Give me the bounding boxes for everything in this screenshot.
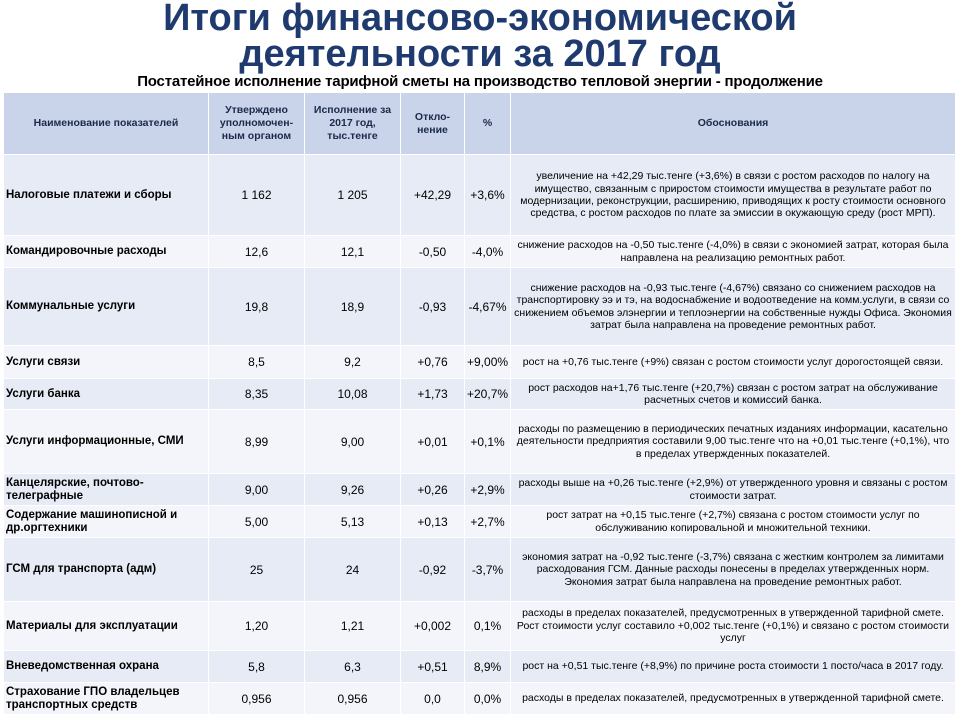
- row-approved: 25: [209, 538, 305, 602]
- row-approved: 19,8: [209, 268, 305, 346]
- row-name: Командировочные расходы: [4, 236, 209, 268]
- table-header-row: [4, 93, 956, 155]
- row-percent: 0,1%: [465, 602, 511, 651]
- header-justification: Обоснования: [511, 93, 956, 155]
- table-row: [4, 538, 956, 602]
- row-execution: 24: [305, 538, 401, 602]
- row-justification: рост затрат на +0,15 тыс.тенге (+2,7%) связана с ростом стоимости услуг по обслуживанию копировальной и множительной техники.: [511, 506, 956, 538]
- row-deviation: +0,26: [401, 474, 465, 506]
- row-percent: 8,9%: [465, 651, 511, 683]
- row-name: Страхование ГПО владельцев транспортных средств: [4, 683, 209, 715]
- row-approved: 8,99: [209, 410, 305, 474]
- row-name: Канцелярские, почтово-телеграфные: [4, 474, 209, 506]
- row-approved: 9,00: [209, 474, 305, 506]
- header-percent: %: [465, 93, 511, 155]
- row-name: Услуги информационные, СМИ: [4, 410, 209, 474]
- row-execution: 12,1: [305, 236, 401, 268]
- table-row: [4, 474, 956, 506]
- header-name: Наименование показателей: [4, 93, 209, 155]
- table-row: [4, 683, 956, 715]
- row-justification: снижение расходов на -0,93 тыс.тенге (-4,67%) связано со снижением расходов на транспортировку ээ и тэ, на водоснабжение и водоотведение на комм.услуги, в связи со снижением объемов элэнергии и теплоэнергии на собственные нужды Офиса. Экономия затрат была направлена на проведение ремонтных работ.: [511, 268, 956, 346]
- row-justification: снижение расходов на -0,50 тыс.тенге (-4,0%) в связи с экономией затрат, которая была направлена на реализацию ремонтных работ.: [511, 236, 956, 268]
- row-approved: 1 162: [209, 155, 305, 236]
- row-execution: 5,13: [305, 506, 401, 538]
- row-deviation: 0,0: [401, 683, 465, 715]
- row-percent: +2,9%: [465, 474, 511, 506]
- row-execution: 9,2: [305, 346, 401, 379]
- row-deviation: -0,50: [401, 236, 465, 268]
- table-row: [4, 379, 956, 410]
- row-justification: рост на +0,51 тыс.тенге (+8,9%) по причине роста стоимости 1 посто/часа в 2017 году.: [511, 651, 956, 683]
- page-title-line-2: деятельности за 2017 год: [239, 33, 721, 75]
- row-execution: 1 205: [305, 155, 401, 236]
- row-justification: рост на +0,76 тыс.тенге (+9%) связан с ростом стоимости услуг дорогостоящей связи.: [511, 346, 956, 379]
- row-execution: 0,956: [305, 683, 401, 715]
- row-name: ГСМ для транспорта (адм): [4, 538, 209, 602]
- row-execution: 6,3: [305, 651, 401, 683]
- row-approved: 12,6: [209, 236, 305, 268]
- table-row: [4, 602, 956, 651]
- row-deviation: +0,002: [401, 602, 465, 651]
- row-approved: 1,20: [209, 602, 305, 651]
- row-name: Услуги банка: [4, 379, 209, 410]
- page-title: [0, 0, 960, 75]
- row-deviation: +0,13: [401, 506, 465, 538]
- row-approved: 8,35: [209, 379, 305, 410]
- row-percent: +20,7%: [465, 379, 511, 410]
- row-approved: 5,8: [209, 651, 305, 683]
- row-percent: 0,0%: [465, 683, 511, 715]
- row-percent: -3,7%: [465, 538, 511, 602]
- row-percent: +2,7%: [465, 506, 511, 538]
- row-name: Налоговые платежи и сборы: [4, 155, 209, 236]
- row-approved: 8,5: [209, 346, 305, 379]
- row-percent: -4,0%: [465, 236, 511, 268]
- row-execution: 9,00: [305, 410, 401, 474]
- row-deviation: -0,93: [401, 268, 465, 346]
- table-row: [4, 155, 956, 236]
- row-deviation: -0,92: [401, 538, 465, 602]
- row-name: Вневедомственная охрана: [4, 651, 209, 683]
- row-approved: 5,00: [209, 506, 305, 538]
- table-row: [4, 268, 956, 346]
- row-justification: расходы по размещению в периодических печатных изданиях информации, касательно деятельности предприятия составили 9,00 тыс.тенге что на +0,01 тыс.тенге (+0,1%), что в пределах утвержденных показателей.: [511, 410, 956, 474]
- row-name: Содержание машинописной и др.оргтехники: [4, 506, 209, 538]
- row-justification: экономия затрат на -0,92 тыс.тенге (-3,7%) связана с жестким контролем за лимитами расходования ГСМ. Данные расходы понесены в пределах утвержденных норм. Экономия затрат была направлена на проведение ремонтных работ.: [511, 538, 956, 602]
- table-row: [4, 506, 956, 538]
- row-percent: +0,1%: [465, 410, 511, 474]
- page-title-line-1: Итоги финансово-экономической: [163, 0, 797, 39]
- header-execution: Исполнение за 2017 год, тыс.тенге: [305, 93, 401, 155]
- page-subtitle: Постатейное исполнение тарифной сметы на производство тепловой энергии - продолжение: [137, 73, 823, 90]
- row-deviation: +0,51: [401, 651, 465, 683]
- row-approved: 0,956: [209, 683, 305, 715]
- table-row: [4, 236, 956, 268]
- row-justification: расходы выше на +0,26 тыс.тенге (+2,9%) от утвержденного уровня и связаны с ростом стоимости затрат.: [511, 474, 956, 506]
- table-row: [4, 651, 956, 683]
- row-deviation: +0,76: [401, 346, 465, 379]
- row-name: Коммунальные услуги: [4, 268, 209, 346]
- row-justification: расходы в пределах показателей, предусмотренных в утвержденной тарифной смете.: [511, 683, 956, 715]
- row-justification: рост расходов на+1,76 тыс.тенге (+20,7%) связан с ростом затрат на обслуживание расчетных счетов и комиссий банка.: [511, 379, 956, 410]
- row-execution: 10,08: [305, 379, 401, 410]
- row-justification: увеличение на +42,29 тыс.тенге (+3,6%) в связи с ростом расходов по налогу на имущество, связанным с приростом стоимости имущества в результате работ по модернизации, реконструкции, расширению, приводящих к росту стоимости основного средства, с ростом расходов по плате за эмиссии в окужающую среду (рост МРП).: [511, 155, 956, 236]
- row-deviation: +1,73: [401, 379, 465, 410]
- table-row: [4, 346, 956, 379]
- row-execution: 18,9: [305, 268, 401, 346]
- row-deviation: +0,01: [401, 410, 465, 474]
- row-name: Услуги связи: [4, 346, 209, 379]
- row-execution: 9,26: [305, 474, 401, 506]
- row-deviation: +42,29: [401, 155, 465, 236]
- row-name: Материалы для эксплуатации: [4, 602, 209, 651]
- row-percent: +3,6%: [465, 155, 511, 236]
- tariff-execution-table: [3, 92, 956, 715]
- header-deviation: Откло-нение: [401, 93, 465, 155]
- header-approved: Утверждено уполномочен-ным органом: [209, 93, 305, 155]
- row-percent: +9,00%: [465, 346, 511, 379]
- row-execution: 1,21: [305, 602, 401, 651]
- row-percent: -4,67%: [465, 268, 511, 346]
- table-row: [4, 410, 956, 474]
- row-justification: расходы в пределах показателей, предусмотренных в утвержденной тарифной смете. Рост стоимости услуг составило +0,002 тыс.тенге (+0,1%) и связано с ростом стоимости услуг: [511, 602, 956, 651]
